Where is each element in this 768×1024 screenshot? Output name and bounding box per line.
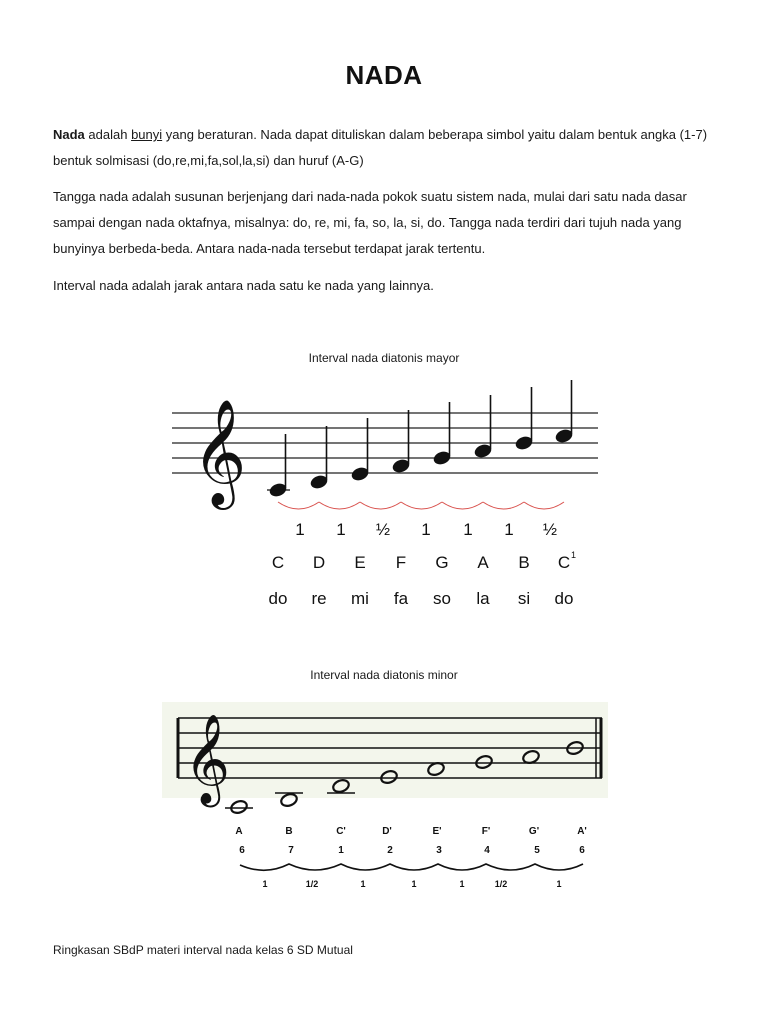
page-title: NADA [345,60,423,90]
caption-major: Interval nada diatonis mayor [308,351,460,365]
major-letter-7: B [518,553,530,572]
minor-number-1: 6 [239,845,245,856]
minor-number-7: 5 [534,845,540,856]
major-solfege-8: do [554,589,574,608]
minor-interval-1: 1 [262,879,268,889]
major-interval-1: 1 [295,520,305,539]
major-solfege-4: fa [393,589,409,608]
major-scale-figure [0,380,768,615]
text-pre-link: adalah [84,127,132,142]
minor-letter-6: F' [481,826,491,837]
major-solfege-labels [269,589,574,608]
minor-letter-labels [235,826,586,837]
major-interval-6: 1 [504,520,514,539]
minor-letter-2: B [285,826,293,837]
major-letter-5: G [435,553,449,572]
caption-minor: Interval nada diatonis minor [310,668,458,682]
minor-number-8: 6 [579,845,585,856]
major-interval-arc [401,502,442,509]
major-interval-arc [524,502,564,509]
major-letter-8: C [557,553,571,572]
minor-interval-labels [262,879,561,889]
minor-letter-1: A [235,826,243,837]
major-letter-3: E [354,553,366,572]
minor-letter-5: E' [432,826,442,837]
minor-interval-4: 1 [411,879,417,889]
paragraph-tangga-nada: Tangga nada adalah susunan berjenjang dari nada-nada pokok suatu sistem nada, mulai dari satu nada dasar sampai dengan nada oktafnya, misalnya: do, re, mi, fa, so, la, si, do. Tangga nada terdiri dari tujuh nada yang bunyinya berbeda-beda. Antara nada-nada tersebut terdapat jarak tertentu. [53,189,687,256]
minor-letter-7: G' [528,826,540,837]
minor-number-2: 7 [288,845,294,856]
minor-note [230,799,249,815]
major-octave-mark: 1 [571,550,577,560]
minor-letter-4: D' [382,826,392,837]
major-interval-arc [360,502,401,509]
major-solfege-6: la [476,589,490,608]
major-solfege-7: si [517,589,531,608]
minor-interval-2: 1/2 [305,879,319,889]
link-bunyi[interactable]: bunyi [131,127,163,142]
minor-letter-3: C' [336,826,346,837]
major-solfege-2: re [311,589,327,608]
footer-note: Ringkasan SBdP materi interval nada kelas 6 SD Mutual [53,943,353,957]
major-interval-arc [278,502,319,509]
minor-interval-7: 1 [556,879,562,889]
major-letter-labels [272,550,576,572]
major-letter-2: D [312,553,326,572]
minor-number-5: 3 [436,845,442,856]
major-letter-1: C [271,553,285,572]
major-letter-4: F [395,553,407,572]
major-letter-6: A [477,553,489,572]
major-interval-2: 1 [336,520,346,539]
minor-number-4: 2 [387,845,393,856]
major-interval-7: ½ [542,520,558,539]
treble-clef-icon: 𝄞 [192,398,247,505]
minor-interval-3: 1 [360,879,366,889]
paragraph-interval: Interval nada adalah jarak antara nada satu ke nada yang lainnya. [53,278,434,293]
minor-letter-8: A' [577,826,587,837]
major-interval-arc [442,502,483,509]
text-definition-rest: yang beraturan. Nada dapat dituliskan dalam beberapa simbol yaitu dalam bentuk angka (1-7) bentuk solmisasi (do,re,mi,fa,sol,la,si) dan huruf (A-G) [53,127,708,168]
minor-interval-arcs [240,864,583,870]
major-solfege-1: do [268,589,288,608]
major-interval-4: 1 [421,520,431,539]
major-interval-labels [295,520,557,539]
major-interval-5: 1 [463,520,473,539]
minor-number-6: 4 [484,845,490,856]
minor-interval-5: 1 [459,879,465,889]
treble-clef-icon: 𝄞 [184,714,231,804]
minor-number-labels [239,845,585,856]
minor-interval-6: 1/2 [494,879,508,889]
minor-number-3: 1 [338,845,344,856]
major-solfege-5: so [433,589,451,608]
major-interval-arc [483,502,524,509]
minor-scale-figure [0,700,768,900]
paragraph-definition [53,122,723,174]
major-solfege-3: mi [351,589,369,608]
major-interval-arc [319,502,360,509]
term-nada: Nada [53,127,85,142]
major-interval-3: ½ [375,520,391,539]
major-notes [267,380,574,499]
major-interval-arcs [278,502,564,509]
